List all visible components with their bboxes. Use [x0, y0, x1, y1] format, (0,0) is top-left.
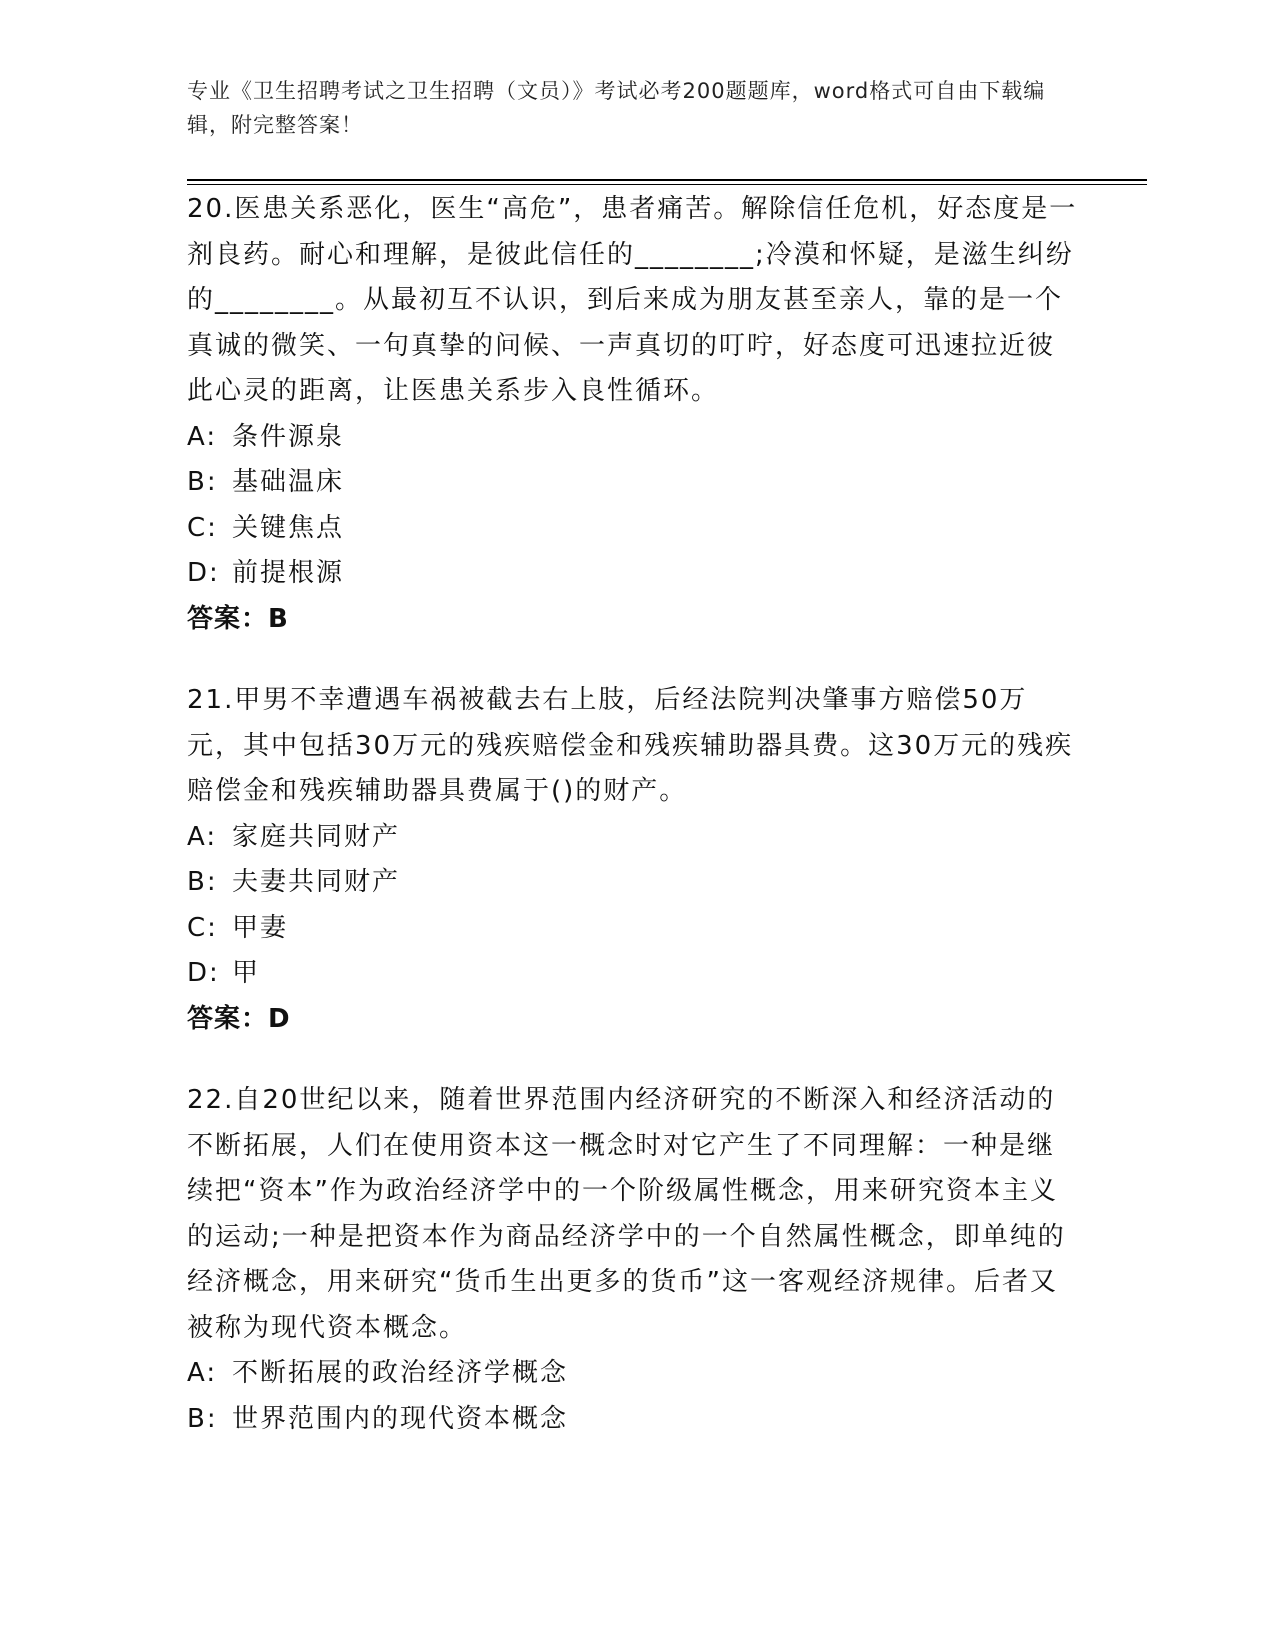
header-rule-thick	[187, 179, 1147, 181]
option-d	[187, 951, 1082, 997]
option-b	[187, 1397, 1082, 1443]
option-key: C:	[187, 512, 218, 543]
option-text: 甲	[232, 958, 261, 988]
option-text: 基础温床	[232, 467, 345, 497]
question-text: 20.医患关系恶化，医生“高危”，患者痛苦。解除信任危机，好态度是一剂良药。耐心和理解，是彼此信任的________;冷漠和怀疑，是滋生纠纷的________。从最初互不认识，到后来成为朋友甚至亲人，靠的是一个真诚的微笑、一句真挚的问候、一声真切的叮咛，好态度可迅速拉近彼此心灵的距离，让医患关系步入良性循环。	[187, 194, 1078, 406]
answer-line: 答案：B	[187, 603, 289, 634]
option-text: 世界范围内的现代资本概念	[232, 1403, 569, 1434]
option-text: 不断拓展的政治经济学概念	[232, 1358, 569, 1388]
answer-line: 答案：D	[187, 1003, 291, 1034]
question-list	[187, 187, 1082, 1478]
question-text: 21.甲男不幸遭遇车祸被截去右上肢，后经法院判决肇事方赔偿50万元，其中包括30万元的残疾赔偿金和残疾辅助器具费。这30万元的残疾赔偿金和残疾辅助器具费属于()的财产。	[187, 685, 1074, 806]
option-a	[187, 1351, 1082, 1397]
option-key: D:	[187, 958, 220, 988]
question-text: 22.自20世纪以来，随着世界范围内经济研究的不断深入和经济活动的不断拓展，人们在使用资本这一概念时对它产生了不同理解：一种是继续把“资本”作为政治经济学中的一个阶级属性概念，用来研究资本主义的运动;一种是把资本作为商品经济学中的一个自然属性概念，即单纯的经济概念，用来研究“货币生出更多的货币”这一客观经济规律。后者又被称为现代资本概念。	[187, 1085, 1066, 1343]
option-key: B:	[187, 467, 218, 497]
option-text: 关键焦点	[232, 512, 345, 543]
question-20	[187, 187, 1082, 642]
option-key: D:	[187, 558, 220, 588]
document-header: 专业《卫生招聘考试之卫生招聘（文员）》考试必考200题题库，word格式可自由下载编辑，附完整答案！	[187, 79, 1046, 137]
option-text: 家庭共同财产	[232, 821, 401, 852]
option-key: A:	[187, 421, 218, 452]
option-text: 夫妻共同财产	[232, 867, 401, 897]
question-21	[187, 678, 1082, 1042]
option-c	[187, 506, 1082, 552]
header-rule-thin	[187, 184, 1147, 185]
option-b	[187, 860, 1082, 906]
option-c	[187, 906, 1082, 952]
option-d	[187, 551, 1082, 597]
question-22	[187, 1078, 1082, 1442]
option-key: A:	[187, 821, 218, 852]
option-key: B:	[187, 1403, 218, 1434]
option-text: 条件源泉	[232, 421, 345, 452]
option-key: A:	[187, 1358, 218, 1388]
option-text: 甲妻	[232, 912, 289, 943]
option-a	[187, 415, 1082, 461]
option-key: C:	[187, 912, 218, 943]
option-b	[187, 460, 1082, 506]
option-a	[187, 815, 1082, 861]
option-text: 前提根源	[232, 558, 345, 588]
option-key: B:	[187, 867, 218, 897]
